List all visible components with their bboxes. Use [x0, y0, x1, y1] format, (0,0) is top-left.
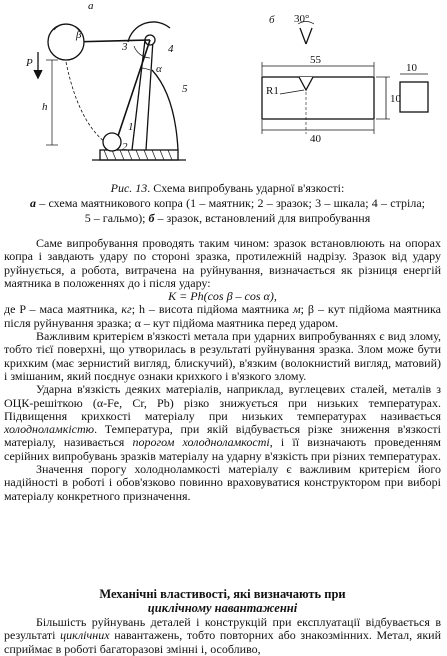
legend-unit-kg: кг [121, 302, 132, 317]
cold-part-2: . Температура, при якій відбувається різке зниження в'язкості матеріалу, називається [4, 422, 441, 450]
paragraph-fracture-type: Важливим критерієм в'язкості метала при ударних випробуваннях є вид злому, тобто тієї поверхні, що утворилась в результаті руйнування зразка. Злом може бути крихким (має зернистий вигляд, блискучий), в'язким (волокнистий вигляд, матовий) і змішаним, який поєднує ознаки крихкого і в'язкого злому. [4, 329, 441, 383]
legend-part-2: ; h – висота підйома маятника [131, 302, 293, 317]
pendulum-tester-drawing [0, 0, 210, 178]
pendulum-label-1: 1 [128, 121, 134, 133]
heading-line-1: Механічні властивості, які визначають при [99, 587, 346, 601]
pendulum-force-label: P [26, 57, 33, 69]
figure-13 [0, 0, 447, 178]
caption-b-text: – зразок, встановлений для випробування [154, 211, 371, 225]
specimen-length-label: 55 [310, 54, 321, 66]
specimen-height-label: 10 [390, 93, 401, 105]
paragraph-threshold-importance: Значення порогу холодноламкості матеріалу є важливим критерієм його надійності в роботі і обов'язково повинно враховуватися конструктором при виборі матеріалу конкретного призначення. [4, 462, 441, 503]
body-text [4, 237, 441, 503]
pendulum-label-3: 3 [122, 41, 128, 53]
figure-caption [30, 181, 425, 226]
paragraph-test-procedure: Саме випробування проводять таким чином: зразок встановлюють на опорах копра і завдають удару по стороні зразка, протилежній надрізу. Зразок від удару руйнується, а робота, витрачена на руйнування, визначається як різниця енергій маятника в положеннях до і після удару: [4, 236, 441, 290]
legend-part-1: де P – маса маятника, [4, 302, 122, 317]
specimen-half-label: 40 [310, 133, 321, 145]
paragraph-formula-legend [4, 303, 441, 330]
specimen-radius-label: R1 [266, 85, 279, 97]
paragraph-cyclic-loads [4, 616, 441, 656]
term-cold-brittleness: холодноламкістю [4, 422, 95, 437]
term-cyclic: циклічних [60, 628, 110, 643]
figure-label-a: а [88, 0, 94, 12]
caption-a-text: – схема маятникового копра (1 – маятник; 2 – зразок; 3 – шкала; 4 – стріла; 5 – гальмо); [36, 196, 425, 225]
tail-text [4, 616, 441, 656]
caption-title: . Схема випробувань ударної в'язкості: [147, 181, 345, 195]
pendulum-height-label: h [42, 101, 48, 113]
pendulum-label-2: 2 [122, 141, 128, 153]
cold-part-1: Ударна в'язкість деяких матеріалів, наприклад, вуглецевих сталей, металів з ОЦК-решіткою (α-Fe, Cr, Pb) різко знижується при низьких температурах. Підвищення крихкості матеріалу при низьких температурах називається [4, 382, 441, 423]
pendulum-alpha-label: α [156, 63, 162, 75]
impact-energy-formula: K = Ph(cos β – cos α), [168, 289, 277, 304]
pendulum-label-4: 4 [168, 43, 174, 55]
specimen-section-label: 10 [406, 62, 417, 74]
legend-unit-m: м [292, 302, 301, 317]
term-threshold: порогом холодноламкості [132, 435, 270, 450]
caption-a-mark: а [30, 196, 36, 210]
cold-part-3: , і її визначають проведенням серійних випробувань зразків матеріалу на ударну в'язкість при різних температурах. [4, 435, 442, 463]
paragraph-cold-brittleness [4, 383, 441, 463]
caption-number: Рис. 13 [110, 181, 148, 195]
caption-b-mark: б [148, 211, 155, 225]
heading-line-2: циклічному навантаженні [147, 601, 298, 615]
section-heading [4, 587, 441, 615]
tail-part-2: навантажень, тобто повторних або знакозмінних. Метал, який сприймає в роботі багаторазові змінні і, особливо, [4, 628, 441, 656]
specimen-angle-label: 30° [294, 14, 310, 25]
legend-part-3: ; β – кут підйома маятника після руйнування зразка; α – кут підйома маятника перед ударом. [4, 302, 442, 330]
pendulum-label-5: 5 [182, 83, 188, 95]
pendulum-beta-label: β [76, 29, 82, 41]
figure-label-b: б [269, 14, 275, 26]
tail-part-1: Більшість руйнувань деталей і конструкцій при експлуатації відбувається в результаті [4, 615, 441, 643]
specimen-drawing [240, 14, 440, 164]
